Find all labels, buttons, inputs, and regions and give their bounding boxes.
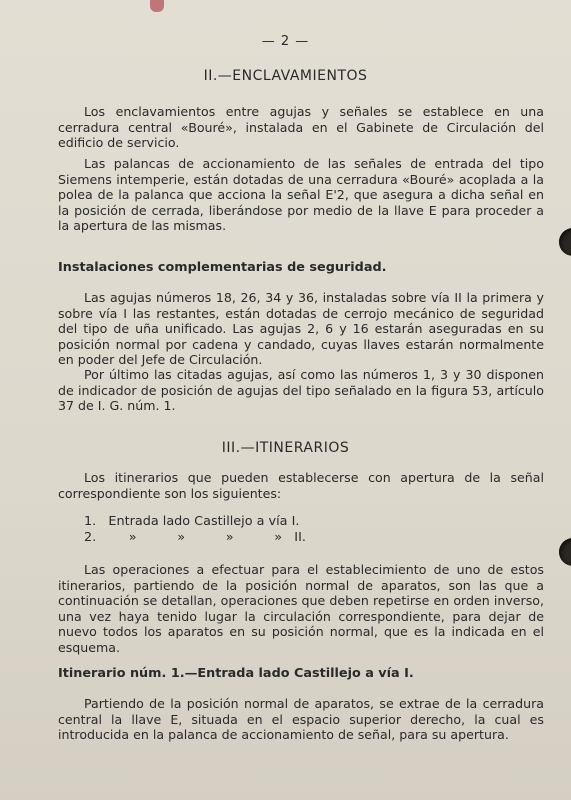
paragraph-1-text: Los enclavamientos entre agujas y señales se establece en una cerradura central «Bouré», instalada en el Gabinete de Circulación del edificio de servicio.	[58, 104, 544, 151]
punch-hole-bottom	[559, 538, 571, 566]
paragraph-5	[58, 470, 544, 501]
paragraph-4	[58, 367, 544, 414]
itinerary-list-item-1: 1. Entrada lado Castillejo a vía I.	[84, 514, 300, 529]
section-title-enclavamientos: II.—ENCLAVAMIENTOS	[203, 68, 368, 84]
paragraph-5-text: Los itinerarios que pueden establecerse con apertura de la señal correspondiente son los siguientes:	[58, 470, 544, 501]
paragraph-4-text: Por último las citadas agujas, así como las números 1, 3 y 30 disponen de indicador de posición de agujas del tipo señalado en la figura 53, artículo 37 de I. G. núm. 1.	[58, 367, 544, 414]
paragraph-2-text: Las palancas de accionamiento de las señales de entrada del tipo Siemens intemperie, están dotadas de una cerradura «Bouré» acoplada a la polea de la palanca que acciona la señal E'2, que asegura a dicha señal en la posición de cerrada, liberándose por medio de la llave E para proceder a la apertura de las mismas.	[58, 156, 544, 234]
paragraph-2	[58, 156, 544, 234]
paragraph-3-text: Las agujas números 18, 26, 34 y 36, instaladas sobre vía II la primera y sobre vía I las restantes, están dotadas de cerrojo mecánico de seguridad del tipo de uña unificado. Las agujas 2, 6 y 16 estarán aseguradas en su posición normal por cadena y candado, cuyas llaves estarán normalmente en poder del Jefe de Circulación.	[58, 290, 544, 368]
heading-complementarias: Instalaciones complementarias de seguridad.	[58, 260, 387, 275]
itinerary-list-item-2: 2. » » » » II.	[84, 530, 306, 545]
section-title-itinerarios: III.—ITINERARIOS	[221, 440, 350, 456]
heading-itinerario-1: Itinerario núm. 1.—Entrada lado Castillejo a vía I.	[58, 666, 414, 681]
ink-mark	[150, 0, 164, 12]
paragraph-1	[58, 104, 544, 151]
paragraph-6-text: Las operaciones a efectuar para el establecimiento de uno de estos itinerarios, partiendo de la posición normal de aparatos, son las que a continuación se detallan, operaciones que deben repetirse en orden inverso, una vez haya tenido lugar la circulación correspondiente, para dejar de nuevo todos los aparatos en su posición normal, que es la indicada en el esquema.	[58, 562, 544, 655]
page-number: — 2 —	[261, 34, 310, 49]
punch-hole-top	[559, 228, 571, 256]
paragraph-7	[58, 696, 544, 743]
paragraph-3	[58, 290, 544, 368]
paragraph-6	[58, 562, 544, 656]
paragraph-7-text: Partiendo de la posición normal de aparatos, se extrae de la cerradura central la llave E, situada en el espacio superior derecho, la cual es introducida en la palanca de accionamiento de señal, para su apertura.	[58, 696, 544, 743]
